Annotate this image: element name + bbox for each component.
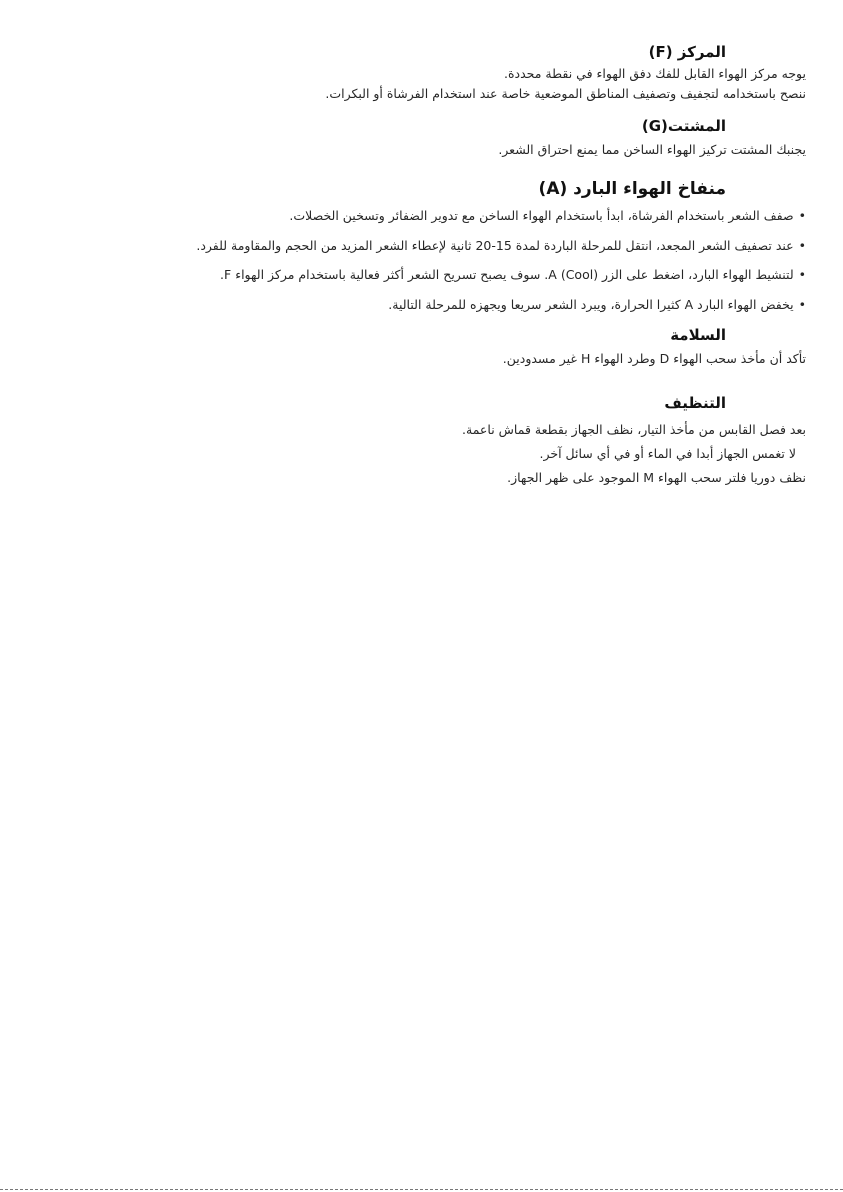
section-cool-air xyxy=(196,178,806,324)
list-item xyxy=(196,265,806,295)
cleaning-line-3: نظف دوريا فلتر سحب الهواء M الموجود على ظهر الجهاز. xyxy=(507,470,806,485)
section-title-focus: المركز (F) xyxy=(648,43,726,61)
cleaning-line-2: لا تغمس الجهاز أبدا في الماء أو في أي سائل آخر. xyxy=(539,446,796,461)
cool-air-bullet-text: عند تصفيف الشعر المجعد، انتقل للمرحلة الباردة لمدة 15-20 ثانية لإعطاء الشعر المزيد من الحجم والمقاومة للفرد. xyxy=(196,237,794,253)
diffuser-line-1: يجنبك المشتت تركيز الهواء الساخن مما يمنع احتراق الشعر. xyxy=(498,142,806,157)
section-title-diffuser: المشتت(G) xyxy=(641,117,726,135)
section-cleaning xyxy=(462,393,806,486)
focus-line-1: يوجه مركز الهواء القابل للفك دفق الهواء في نقطة محددة. xyxy=(504,66,806,81)
page-bottom-divider xyxy=(0,1189,843,1190)
safety-line-1: تأكد أن مأخذ سحب الهواء D وطرد الهواء H غير مسدودين. xyxy=(502,351,806,366)
list-item xyxy=(196,206,806,236)
section-title-cool-air: منفاخ الهواء البارد (A) xyxy=(538,179,726,199)
bullet-icon: • xyxy=(798,208,806,223)
section-title-safety: السلامة xyxy=(670,326,726,344)
bullet-icon: • xyxy=(798,296,806,312)
cool-air-bullet-text: صفف الشعر باستخدام الفرشاة، ابدأ باستخدام الهواء الساخن مع تدوير الضفائر وتسخين الخصلات. xyxy=(289,208,794,223)
section-safety xyxy=(503,325,806,367)
list-item xyxy=(196,295,806,325)
section-focus xyxy=(325,42,806,102)
focus-line-2: ننصح باستخدامه لتجفيف وتصفيف المناطق الموضعية خاصة عند استخدام الفرشاة أو البكرات. xyxy=(325,86,806,101)
section-title-cleaning: التنظيف xyxy=(664,394,726,412)
section-diffuser xyxy=(498,116,806,158)
bullet-icon: • xyxy=(798,237,806,253)
cool-air-bullet-list xyxy=(196,206,806,324)
cleaning-line-1: بعد فصل القابس من مأخذ التيار، نظف الجهاز بقطعة قماش ناعمة. xyxy=(462,422,806,437)
cool-air-bullet-text: لتنشيط الهواء البارد، اضغط على الزر (Cool) A. سوف يصبح تسريح الشعر أكثر فعالية باستخدام مركز الهواء F. xyxy=(220,267,794,282)
list-item xyxy=(196,236,806,266)
cool-air-bullet-text: يخفض الهواء البارد A كثيرا الحرارة، ويبرد الشعر سريعا ويجهزه للمرحلة التالية. xyxy=(388,296,794,312)
bullet-icon: • xyxy=(798,267,806,282)
